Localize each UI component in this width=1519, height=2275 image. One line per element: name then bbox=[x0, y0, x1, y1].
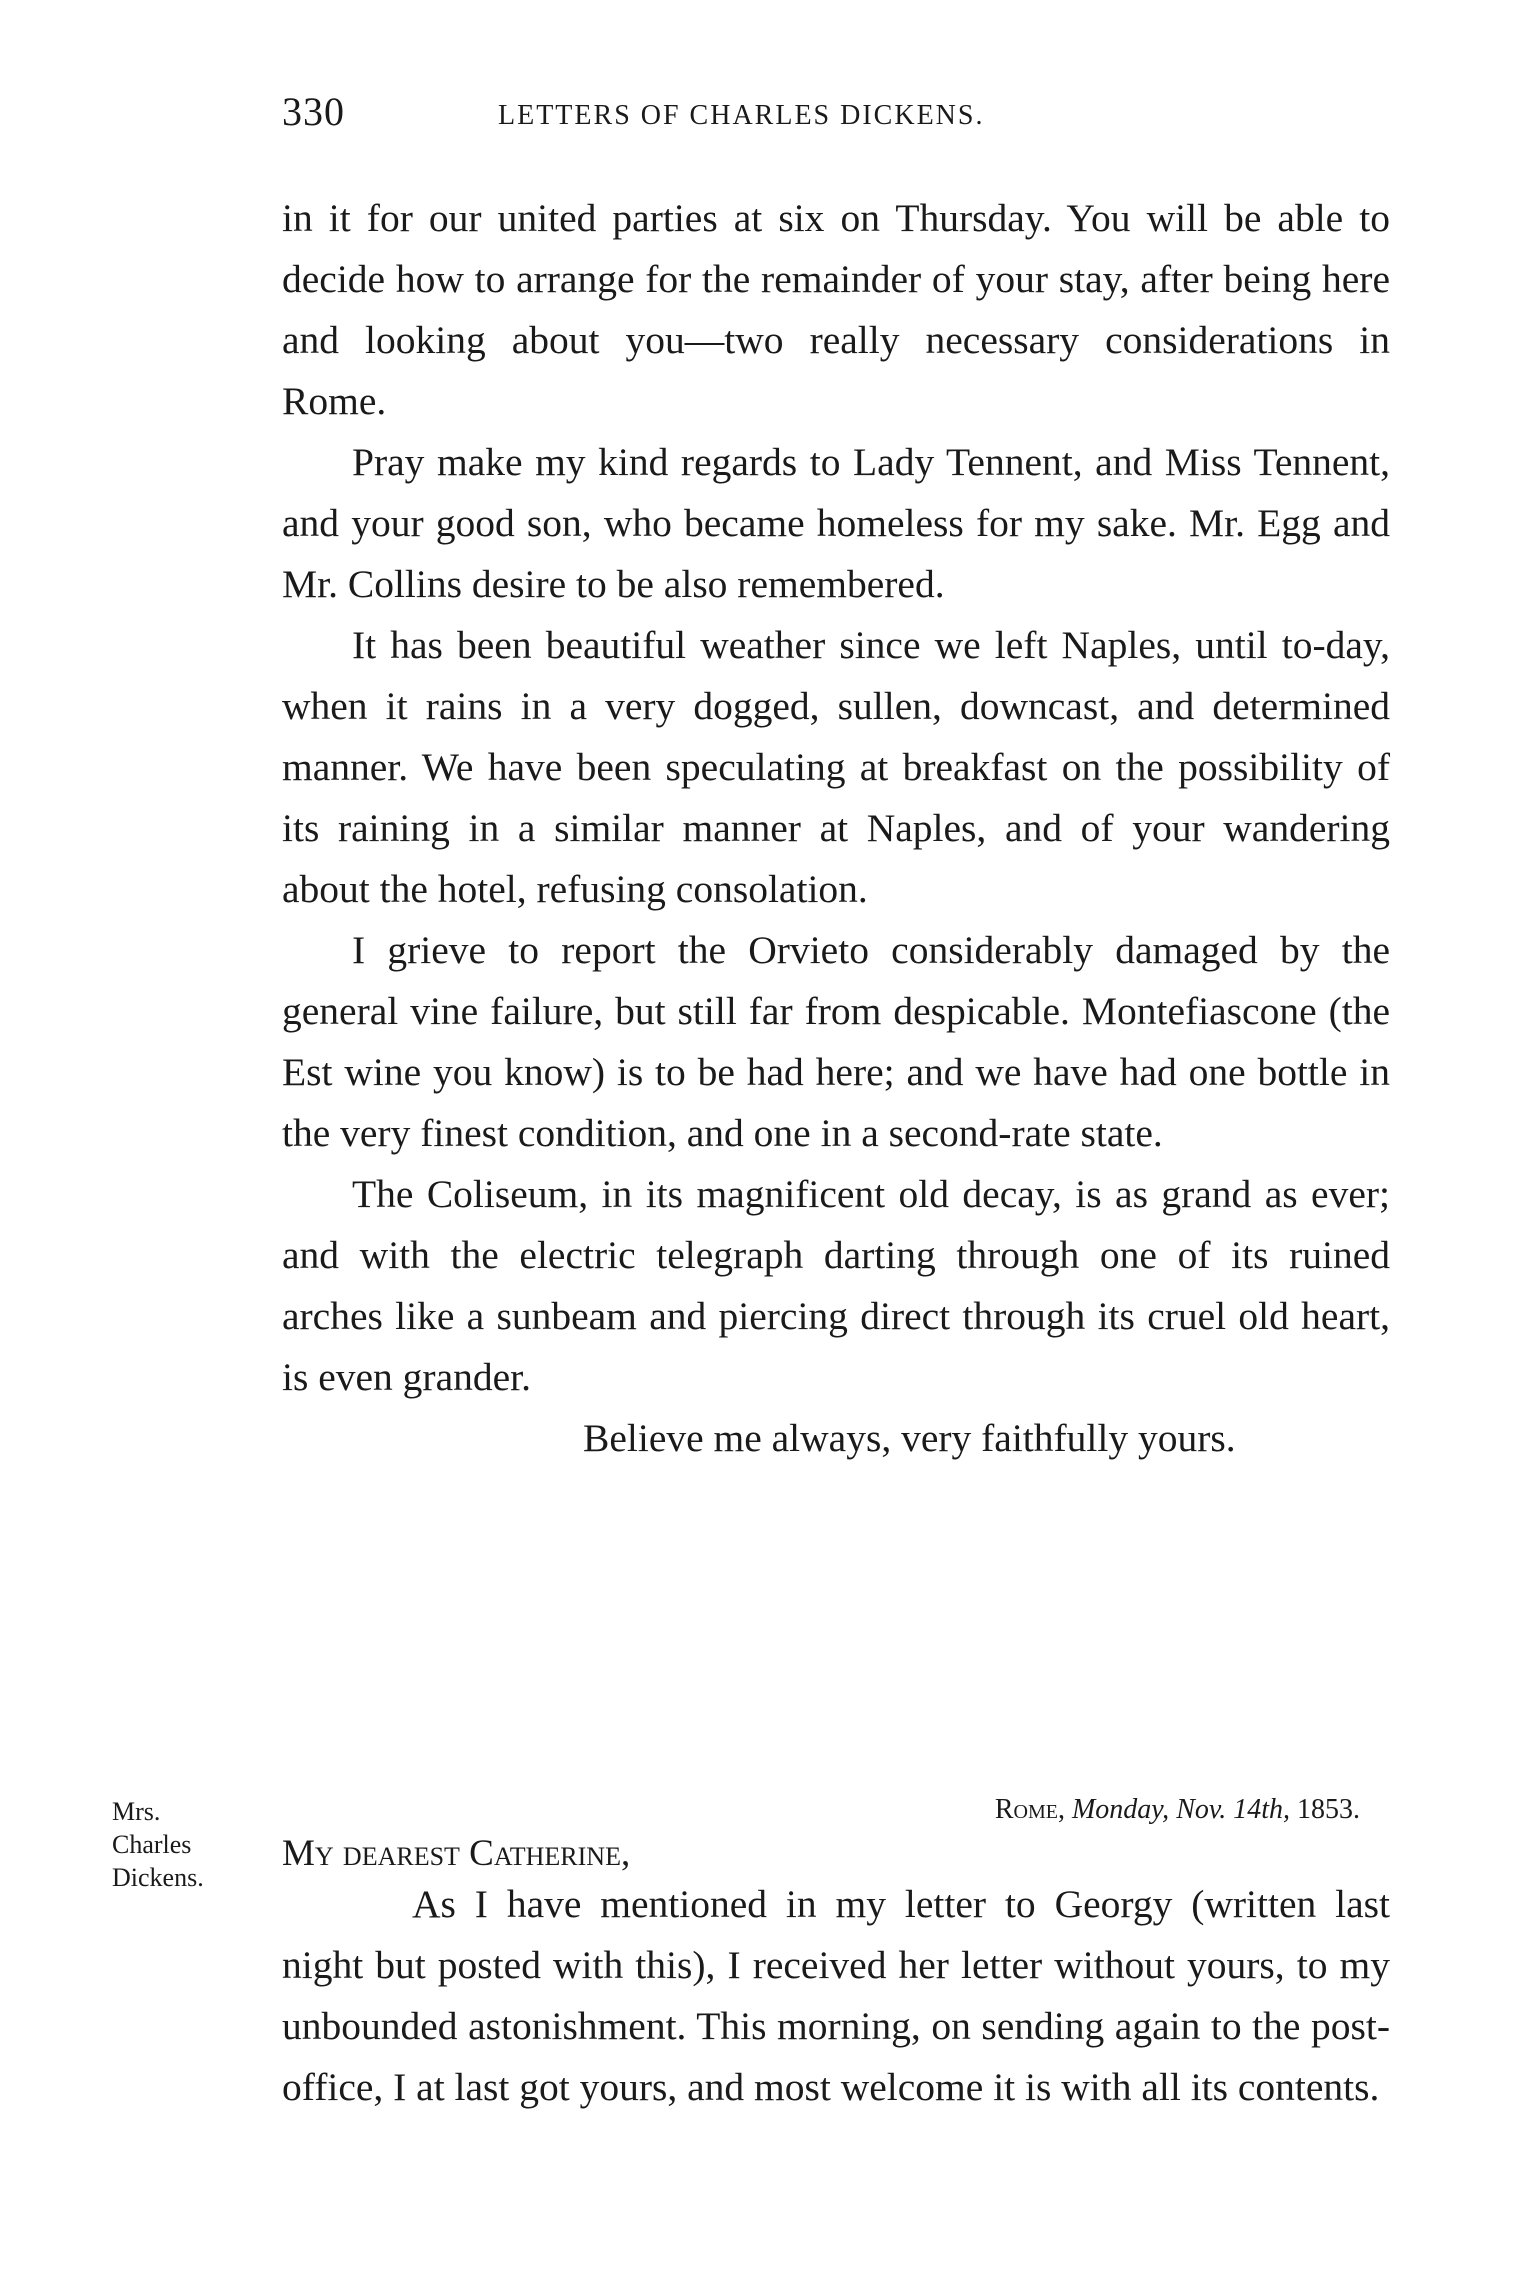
letter-text bbox=[282, 188, 1390, 1469]
paragraph: in it for our united parties at six on Thursday. You will be able to decide how to arrange for the remainder of your stay, after being here and looking about you—two really necessary considerations in Rome. bbox=[282, 196, 1390, 423]
paragraph: The Coliseum, in its magnificent old decay, is as grand as ever; and with the electric telegraph darting through one of its ruined arches like a sunbeam and piercing direct through its cruel old heart, is even grander. bbox=[282, 1172, 1390, 1399]
letter-closing: Believe me always, very faithfully yours. bbox=[583, 1416, 1236, 1460]
dateline-day: Monday, bbox=[1071, 1794, 1170, 1825]
sidenote-line: Mrs. bbox=[112, 1797, 161, 1826]
dateline-place: Rome, bbox=[994, 1794, 1065, 1825]
running-title: LETTERS OF CHARLES DICKENS. bbox=[498, 100, 985, 131]
dateline bbox=[800, 1794, 1360, 1826]
paragraph: It has been beautiful weather since we left Naples, until to-day, when it rains in a very dogged, sullen, downcast, and determined manner. We have been speculating at breakfast on the possibility of its raining in a similar manner at Naples, and of your wandering about the hotel, refusing consolation. bbox=[282, 623, 1390, 911]
dateline-year: 1853. bbox=[1297, 1794, 1360, 1825]
page-number: 330 bbox=[282, 89, 345, 134]
sidenote-line: Charles bbox=[112, 1830, 192, 1859]
dateline-date: Nov. 14th, bbox=[1176, 1794, 1290, 1825]
paragraph: Pray make my kind regards to Lady Tennent, and Miss Tennent, and your good son, who became homeless for my sake. Mr. Egg and Mr. Collins desire to be also remembered. bbox=[282, 440, 1390, 606]
running-head bbox=[282, 88, 1382, 148]
second-letter-text bbox=[282, 1874, 1390, 2118]
paragraph: I grieve to report the Orvieto considerably damaged by the general vine failure, but still far from despicable. Montefiascone (the Est wine you know) is to be had here; and we have had one bottle in the very finest condition, and one in a second-rate state. bbox=[282, 928, 1390, 1155]
sidenote-line: Dickens. bbox=[112, 1863, 204, 1892]
paragraph: As I have mentioned in my letter to Georgy (written last night but posted with this), I received her letter without yours, to my unbounded astonishment. This morning, on sending again to the post-office, I at last got yours, and most welcome it is with all its contents. bbox=[282, 1882, 1390, 2109]
salutation: My dearest Catherine, bbox=[282, 1833, 631, 1874]
recipient-sidenote bbox=[112, 1795, 262, 1894]
